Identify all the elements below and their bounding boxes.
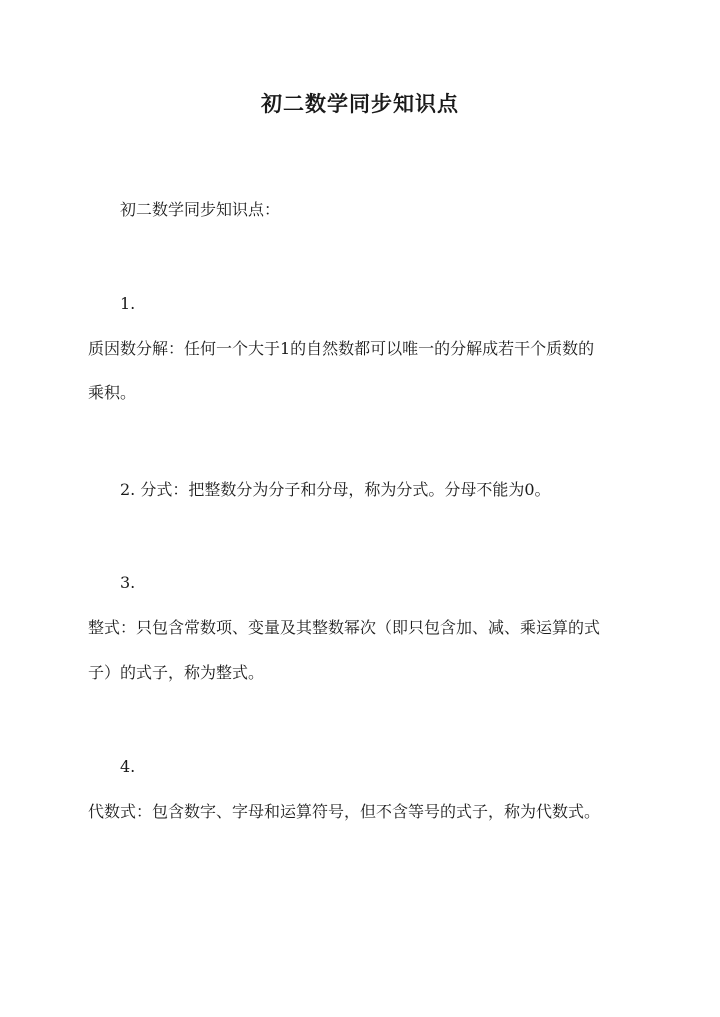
item-3-number: 3. — [120, 573, 136, 592]
item-3-line-2: 子）的式子，称为整式。 — [88, 663, 265, 682]
item-2-text: 2. 分式：把整数分为分子和分母，称为分式。分母不能为0。 — [120, 480, 551, 499]
item-1-line-2: 乘积。 — [88, 383, 137, 402]
item-1-line-1: 质因数分解：任何一个大于1的自然数都可以唯一的分解成若干个质数的 — [88, 339, 595, 358]
item-4-line-1: 代数式：包含数字、字母和运算符号，但不含等号的式子，称为代数式。 — [88, 802, 601, 821]
item-1-number: 1. — [120, 294, 136, 313]
document-title: 初二数学同步知识点 — [261, 91, 459, 116]
intro-text: 初二数学同步知识点： — [120, 200, 281, 219]
item-4-number: 4. — [120, 757, 136, 776]
item-3-line-1: 整式：只包含常数项、变量及其整数幂次（即只包含加、减、乘运算的式 — [88, 618, 601, 637]
